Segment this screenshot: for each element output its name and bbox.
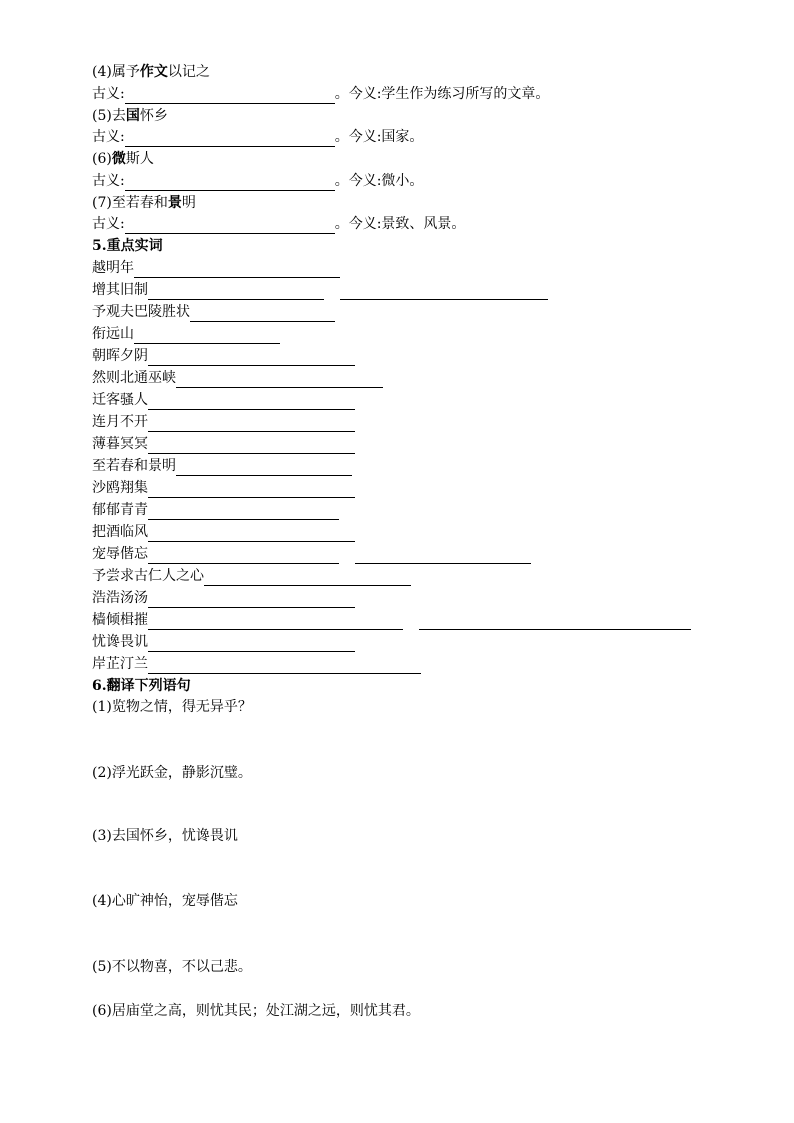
gujin-item-7 (92, 193, 196, 213)
answer-blank[interactable] (419, 614, 691, 630)
vocab-phrase: 至若春和景明 (92, 458, 176, 474)
gujin-item-post: 以记之 (167, 64, 210, 80)
vocab-phrase: 朝晖夕阴 (92, 348, 148, 364)
vocab-item (92, 280, 548, 300)
translate-item: (3)去国怀乡，忧谗畏讥 (92, 828, 238, 844)
answer-blank[interactable] (148, 482, 355, 498)
old-meaning-label: 古义: (92, 86, 125, 102)
answer-blank[interactable] (190, 306, 335, 322)
section5-title: 5.重点实词 (92, 238, 163, 254)
answer-blank[interactable] (125, 88, 335, 104)
vocab-phrase: 樯倾楫摧 (92, 612, 148, 628)
gujin-item-pre: 至若春和 (111, 195, 168, 211)
gujin-answer-6 (92, 171, 423, 191)
vocab-item (92, 500, 339, 520)
vocab-phrase: 浩浩汤汤 (92, 590, 148, 606)
gujin-item-6 (92, 149, 154, 169)
section6-title: 6.翻译下列语句 (92, 678, 191, 694)
vocab-item (92, 456, 352, 476)
gujin-item-num: (4) (92, 64, 112, 80)
answer-blank[interactable] (148, 504, 339, 520)
vocab-phrase: 增其旧制 (92, 282, 148, 298)
vocab-phrase: 宠辱偕忘 (92, 546, 148, 562)
answer-blank[interactable] (125, 175, 335, 191)
vocab-phrase: 予观夫巴陵胜状 (92, 304, 190, 320)
answer-blank[interactable] (176, 372, 383, 388)
vocab-item (92, 302, 335, 322)
vocab-item (92, 390, 355, 410)
gujin-item-4 (92, 62, 210, 82)
vocab-item (92, 434, 355, 454)
vocab-phrase: 薄暮冥冥 (92, 436, 148, 452)
gujin-item-key: 作文 (139, 64, 168, 80)
gujin-item-key: 微 (111, 151, 126, 167)
translate-item: (5)不以物喜，不以己悲。 (92, 959, 252, 975)
vocab-phrase: 郁郁青青 (92, 502, 148, 518)
vocab-phrase: 迁客骚人 (92, 392, 148, 408)
answer-blank[interactable] (148, 548, 339, 564)
vocab-item (92, 654, 421, 674)
vocab-phrase: 岸芷汀兰 (92, 656, 148, 672)
new-meaning-text: 。今义:微小。 (334, 173, 424, 189)
gujin-item-pre: 属予 (111, 64, 140, 80)
gujin-item-num: (6) (92, 151, 112, 167)
answer-blank[interactable] (134, 262, 340, 278)
gujin-item-5 (92, 106, 168, 126)
vocab-item (92, 346, 355, 366)
answer-blank[interactable] (340, 284, 548, 300)
vocab-item (92, 368, 383, 388)
answer-blank[interactable] (204, 570, 411, 586)
vocab-phrase: 忧谗畏讥 (92, 634, 148, 650)
translate-item: (2)浮光跃金，静影沉璧。 (92, 765, 252, 781)
vocab-item (92, 522, 355, 542)
answer-blank[interactable] (148, 394, 355, 410)
old-meaning-label: 古义: (92, 216, 125, 232)
answer-blank[interactable] (148, 614, 403, 630)
answer-blank[interactable] (176, 460, 352, 476)
vocab-item (92, 258, 340, 278)
answer-blank[interactable] (148, 416, 355, 432)
old-meaning-label: 古义: (92, 173, 125, 189)
gujin-answer-7 (92, 214, 465, 234)
answer-blank[interactable] (148, 284, 324, 300)
gujin-item-num: (5) (92, 108, 112, 124)
answer-blank[interactable] (148, 438, 355, 454)
vocab-phrase: 然则北通巫峡 (92, 370, 176, 386)
answer-blank[interactable] (125, 218, 335, 234)
gujin-item-pre: 去 (111, 108, 126, 124)
translate-item: (4)心旷神怡，宠辱偕忘 (92, 893, 238, 909)
answer-blank[interactable] (125, 131, 335, 147)
vocab-item (92, 566, 411, 586)
gujin-item-post: 明 (181, 195, 196, 211)
vocab-item (92, 632, 355, 652)
new-meaning-text: 。今义:景致、风景。 (334, 216, 466, 232)
vocab-item (92, 412, 355, 432)
vocab-item (92, 324, 280, 344)
vocab-item (92, 544, 531, 564)
vocab-phrase: 连月不开 (92, 414, 148, 430)
answer-blank[interactable] (148, 526, 355, 542)
answer-blank[interactable] (148, 658, 421, 674)
translate-item: (1)览物之情，得无异乎？ (92, 699, 252, 715)
vocab-phrase: 把酒临风 (92, 524, 148, 540)
vocab-item (92, 588, 355, 608)
gujin-item-num: (7) (92, 195, 112, 211)
answer-blank[interactable] (148, 636, 355, 652)
gujin-item-post: 斯人 (125, 151, 154, 167)
new-meaning-text: 。今义:国家。 (334, 129, 424, 145)
gujin-item-key: 国 (125, 108, 140, 124)
vocab-item (92, 610, 691, 630)
answer-blank[interactable] (148, 592, 355, 608)
answer-blank[interactable] (355, 548, 531, 564)
answer-blank[interactable] (148, 350, 355, 366)
gujin-answer-5 (92, 127, 423, 147)
vocab-phrase: 衔远山 (92, 326, 134, 342)
gujin-item-key: 景 (167, 195, 182, 211)
gujin-item-post: 怀乡 (139, 108, 168, 124)
new-meaning-text: 。今义:学生作为练习所写的文章。 (334, 86, 550, 102)
old-meaning-label: 古义: (92, 129, 125, 145)
gujin-answer-4 (92, 84, 549, 104)
translate-item: (6)居庙堂之高，则忧其民；处江湖之远，则忧其君。 (92, 1003, 420, 1019)
vocab-item (92, 478, 355, 498)
vocab-phrase: 越明年 (92, 260, 134, 276)
answer-blank[interactable] (134, 328, 280, 344)
vocab-phrase: 予尝求古仁人之心 (92, 568, 204, 584)
vocab-phrase: 沙鸥翔集 (92, 480, 148, 496)
